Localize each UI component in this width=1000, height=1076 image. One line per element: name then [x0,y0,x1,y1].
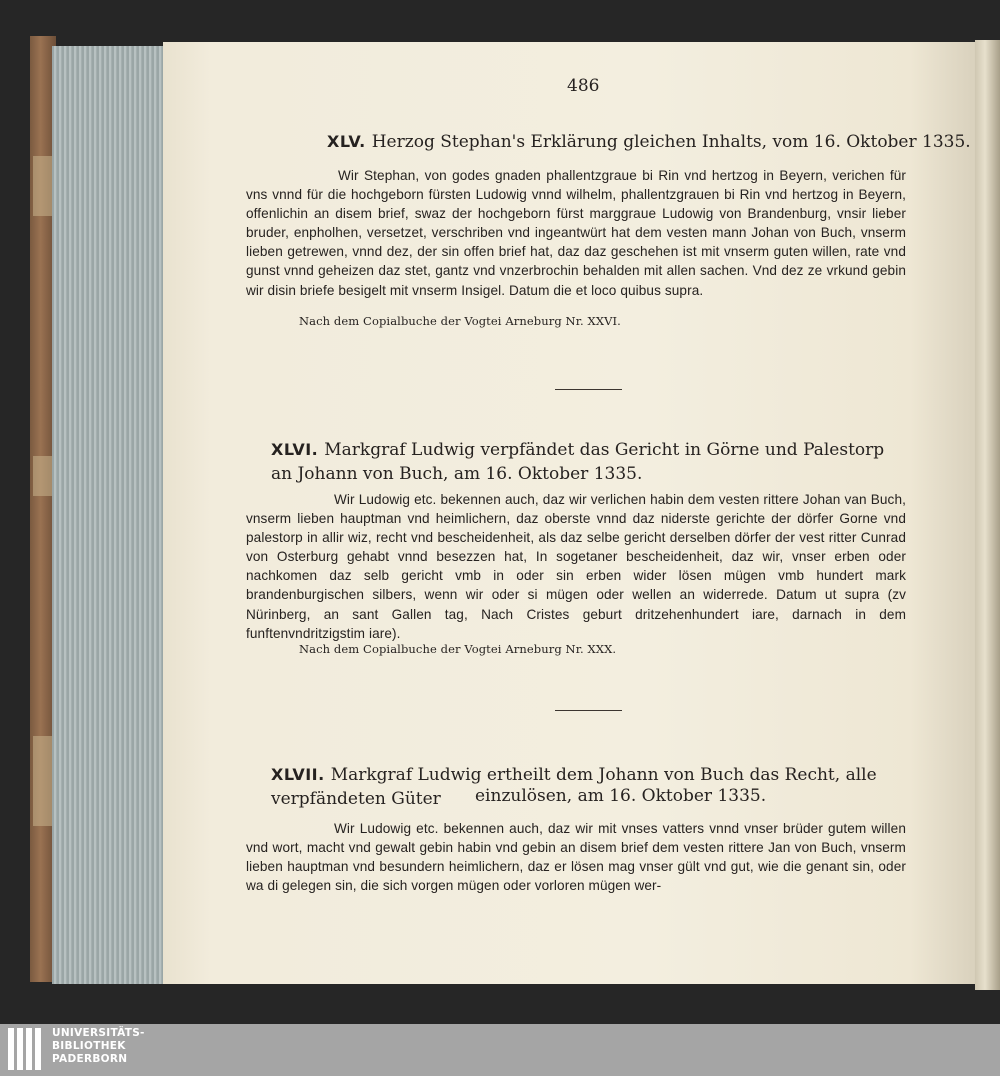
library-logo-icon [8,1028,46,1070]
section-title: Herzog Stephan's Erklärung gleichen Inhalts, vom 16. Oktober 1335. [371,132,971,152]
section-divider [555,710,622,711]
page-text [163,42,975,984]
page-block-edges [52,46,166,984]
section-heading-xlvii-line2: einzulösen, am 16. Oktober 1335. [475,786,767,806]
document-text-xlvi: Wir Ludowig etc. bekennen auch, daz wir verlichen habin dem vesten rittere Johan van Buch, vnserm lieben hauptman vnd heimlichern, daz oberste vnnd daz niderste gerichte der dörfer Gorne vnd palestorp in allir wiz, recht vnd bescheidenheit, als daz selbe gericht derselben dörfer der vest ritter Cunrad von Osterburg gehabt vnnd besezzen hat, In sogetaner bescheidenheit, daz wir, vnser erben oder nachkomen daz selb gericht vmb in oder sin erben wider lösen mügen vmb hundert mark brandenburgischen silbers, wenn wir oder si mügen oder wellen an widerrede. Datum ut supra (zv Nürinberg, an sant Gallen tag, Nach Cristes geburt dritzehenhundert iare, darnach in dem funftenvndritzigstim iare). [246,492,906,641]
source-note-xlvi: Nach dem Copialbuche der Vogtei Arneburg Nr. XXX. [299,642,617,656]
document-text-xlvii: Wir Ludowig etc. bekennen auch, daz wir mit vnses vatters vnnd vnser brüder gutem willen vnd wort, macht vnd gewalt gebin habin vnd gebin an disem brief dem vesten rittere Jan von Buch, vnserm lieben hauptman vnd besundern heimlichern, daz er lösen mag vnser gült vnd gut, wie die genant sin, oder wa di gelegen sin, die sich vorgen mügen oder vorloren mügen wer- [246,821,906,894]
library-name-line2: BIBLIOTHEK [52,1040,126,1052]
section-divider [555,389,622,390]
library-name-line3: PADERBORN [52,1053,128,1065]
library-name [52,1027,145,1066]
library-footer [0,1024,1000,1076]
library-name-line1: UNIVERSITÄTS- [52,1027,145,1039]
section-number: XLVI. [271,440,319,459]
section-heading-xlvi [271,438,891,486]
page-number: 486 [567,76,600,96]
section-title: Markgraf Ludwig ertheilt dem Johann von Buch das Recht, alle verpfändeten Güter [271,765,877,809]
section-number: XLV. [327,132,366,151]
section-heading-xlv [327,130,971,154]
facing-page-edge [975,40,1000,990]
section-title: Markgraf Ludwig verpfändet das Gericht in Görne und Palestorp an Johann von Buch, am 16. Oktober 1335. [271,440,885,484]
document-text-xlv: Wir Stephan, von godes gnaden phallentzgraue bi Rin vnd hertzog in Beyern, verichen für vns vnnd für die hochgeborn fürsten Ludowig vnnd wilhelm, phallentzgrauen bi Rin vnd hertzog in Beyern, offenlichin an disem brief, swaz der hochgeborn fürst marggraue Ludowig von Brandenburg, vnsir lieber bruder, enpholhen, versetzet, verschriben vnd ingeantwürt hat dem vesten mann Johan von Buch, vnserm lieben getrewen, vnnd dez, der sin offen brief hat, daz daz geschehen ist mit vnserm guten willen, rate vnd gunst vnnd geheizen daz stet, gantz vnd vnzerbrochin behalden mit allen sachen. Vnd dez ze vrkund gebin wir disin briefe besigelt mit vnserm Insigel. Datum die et loco quibus supra. [246,168,906,298]
source-note-xlv: Nach dem Copialbuche der Vogtei Arneburg Nr. XXVI. [299,314,621,328]
section-number: XLVII. [271,765,325,784]
